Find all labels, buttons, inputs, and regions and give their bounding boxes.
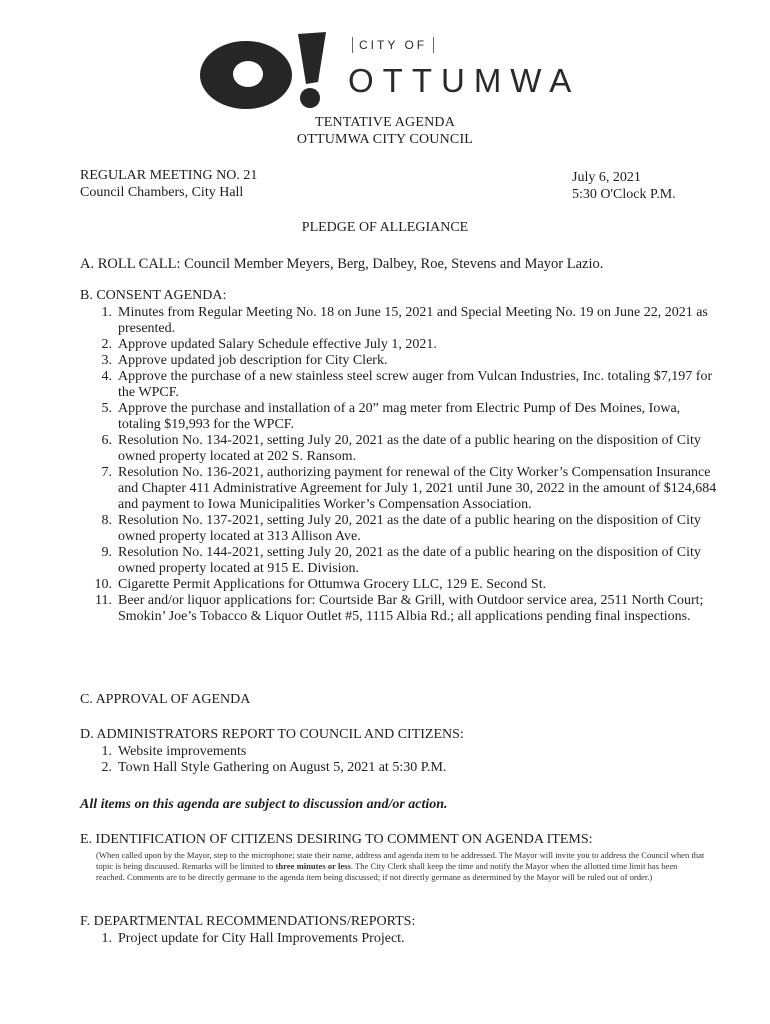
council-title: OTTUMWA CITY COUNCIL bbox=[296, 132, 474, 147]
departmental-report-list bbox=[98, 931, 718, 947]
list-item-text: Resolution No. 136-2021, authorizing payment for renewal of the City Worker’s Compensation Insurance and Chapter 411 Administrative Agreement for July 1, 2021 until June 30, 2022 in the amount of $124,684 and payment to Iowa Municipalities Worker’s Compensation Association. bbox=[118, 465, 717, 512]
list-item-number: 5. bbox=[101, 401, 112, 416]
logo-exclamation-icon bbox=[294, 32, 328, 112]
list-item bbox=[94, 577, 718, 593]
section-approval-of-agenda: C. APPROVAL OF AGENDA bbox=[80, 692, 251, 707]
list-item-text: Minutes from Regular Meeting No. 18 on June 15, 2021 and Special Meeting No. 19 on June 22, 2021 as presented. bbox=[118, 305, 708, 336]
list-item-text: Cigarette Permit Applications for Ottumwa Grocery LLC, 129 E. Second St. bbox=[118, 577, 547, 592]
list-item bbox=[98, 513, 718, 545]
list-item-number: 1. bbox=[101, 744, 112, 759]
logo-city-name: OTTUMWA bbox=[348, 62, 581, 99]
discussion-note: All items on this agenda are subject to discussion and/or action. bbox=[80, 797, 448, 812]
list-item-text: Town Hall Style Gathering on August 5, 2021 at 5:30 P.M. bbox=[118, 760, 447, 775]
list-item-number: 4. bbox=[101, 369, 112, 384]
list-item-text: Resolution No. 144-2021, setting July 20, 2021 as the date of a public hearing on the disposition of City owned property located at 915 E. Division. bbox=[118, 545, 701, 576]
list-item-number: 2. bbox=[101, 337, 112, 352]
agenda-title: TENTATIVE AGENDA bbox=[314, 115, 456, 130]
list-item-text: Resolution No. 137-2021, setting July 20, 2021 as the date of a public hearing on the disposition of City owned property located at 313 Allison Ave. bbox=[118, 513, 701, 544]
list-item-number: 3. bbox=[101, 353, 112, 368]
logo-o-mark-icon bbox=[198, 38, 294, 110]
list-item-text: Approve updated job description for City Clerk. bbox=[118, 353, 388, 368]
section-departmental-reports: F. DEPARTMENTAL RECOMMENDATIONS/REPORTS: bbox=[80, 914, 416, 929]
section-citizen-comments: E. IDENTIFICATION OF CITIZENS DESIRING TO COMMENT ON AGENDA ITEMS: bbox=[80, 832, 593, 847]
list-item bbox=[98, 433, 718, 465]
list-item bbox=[98, 401, 718, 433]
list-item bbox=[98, 337, 718, 353]
consent-agenda-list bbox=[94, 305, 718, 625]
citizen-comment-instructions bbox=[96, 850, 708, 883]
comment-note-bold: three minutes or less bbox=[275, 861, 351, 871]
list-item-text: Approve the purchase of a new stainless steel screw auger from Vulcan Industries, Inc. totaling $7,197 for the WPCF. bbox=[118, 369, 713, 400]
meeting-location: Council Chambers, City Hall bbox=[80, 185, 244, 200]
list-item bbox=[98, 931, 718, 947]
list-item-number: 7. bbox=[101, 465, 112, 480]
list-item bbox=[98, 545, 718, 577]
list-item-number: 1. bbox=[101, 305, 112, 320]
list-item-number: 10. bbox=[94, 577, 112, 592]
meeting-time: 5:30 O'Clock P.M. bbox=[572, 187, 676, 202]
admin-report-list bbox=[98, 744, 718, 776]
meeting-number: REGULAR MEETING NO. 21 bbox=[80, 168, 258, 183]
meeting-date: July 6, 2021 bbox=[572, 170, 641, 185]
pledge-heading: PLEDGE OF ALLEGIANCE bbox=[301, 220, 469, 235]
logo-city-of-text: CITY OF bbox=[359, 38, 428, 52]
list-item-text: Project update for City Hall Improvements Project. bbox=[118, 931, 405, 946]
comment-note-part2: . The City Clerk shall keep the time and notify the Mayor when the allotted time limit has been reached. Comments are to be directly germane to the agenda item being discussed; if not directly germane as determined by the Mayor will be ruled out of order.) bbox=[96, 861, 678, 882]
logo-city-of bbox=[346, 36, 440, 54]
list-item-number: 6. bbox=[101, 433, 112, 448]
list-item bbox=[98, 353, 718, 369]
section-consent-agenda: B. CONSENT AGENDA: bbox=[80, 288, 227, 303]
list-item bbox=[98, 305, 718, 337]
list-item bbox=[95, 593, 718, 625]
section-administrators-report: D. ADMINISTRATORS REPORT TO COUNCIL AND CITIZENS: bbox=[80, 727, 464, 742]
list-item-text: Approve the purchase and installation of a 20” mag meter from Electric Pump of Des Moines, Iowa, totaling $19,993 for the WPCF. bbox=[118, 401, 681, 432]
list-item-number: 11. bbox=[95, 593, 112, 608]
list-item-text: Resolution No. 134-2021, setting July 20, 2021 as the date of a public hearing on the disposition of City owned property located at 202 S. Ransom. bbox=[118, 433, 701, 464]
list-item-number: 8. bbox=[101, 513, 112, 528]
list-item bbox=[98, 744, 718, 760]
list-item-text: Approve updated Salary Schedule effective July 1, 2021. bbox=[118, 337, 437, 352]
list-item-number: 2. bbox=[101, 760, 112, 775]
comment-note-part1: (When called upon by the Mayor, step to the microphone; state their name, address and agenda item to be addressed. The Mayor will invite you to address the Council when that topic is being discussed. Remarks will be limited to bbox=[96, 850, 705, 871]
list-item bbox=[98, 369, 718, 401]
list-item-number: 9. bbox=[101, 545, 112, 560]
list-item bbox=[98, 760, 718, 776]
list-item-text: Website improvements bbox=[118, 744, 247, 759]
section-roll-call: A. ROLL CALL: Council Member Meyers, Berg, Dalbey, Roe, Stevens and Mayor Lazio. bbox=[80, 256, 604, 272]
list-item bbox=[98, 465, 718, 513]
list-item-text: Beer and/or liquor applications for: Courtside Bar & Grill, with Outdoor service area, 2511 North Court; Smokin’ Joe’s Tobacco & Liquor Outlet #5, 1115 Albia Rd.; all applications pending final inspections. bbox=[118, 593, 704, 624]
city-logo bbox=[198, 28, 598, 118]
list-item-number: 1. bbox=[101, 931, 112, 946]
